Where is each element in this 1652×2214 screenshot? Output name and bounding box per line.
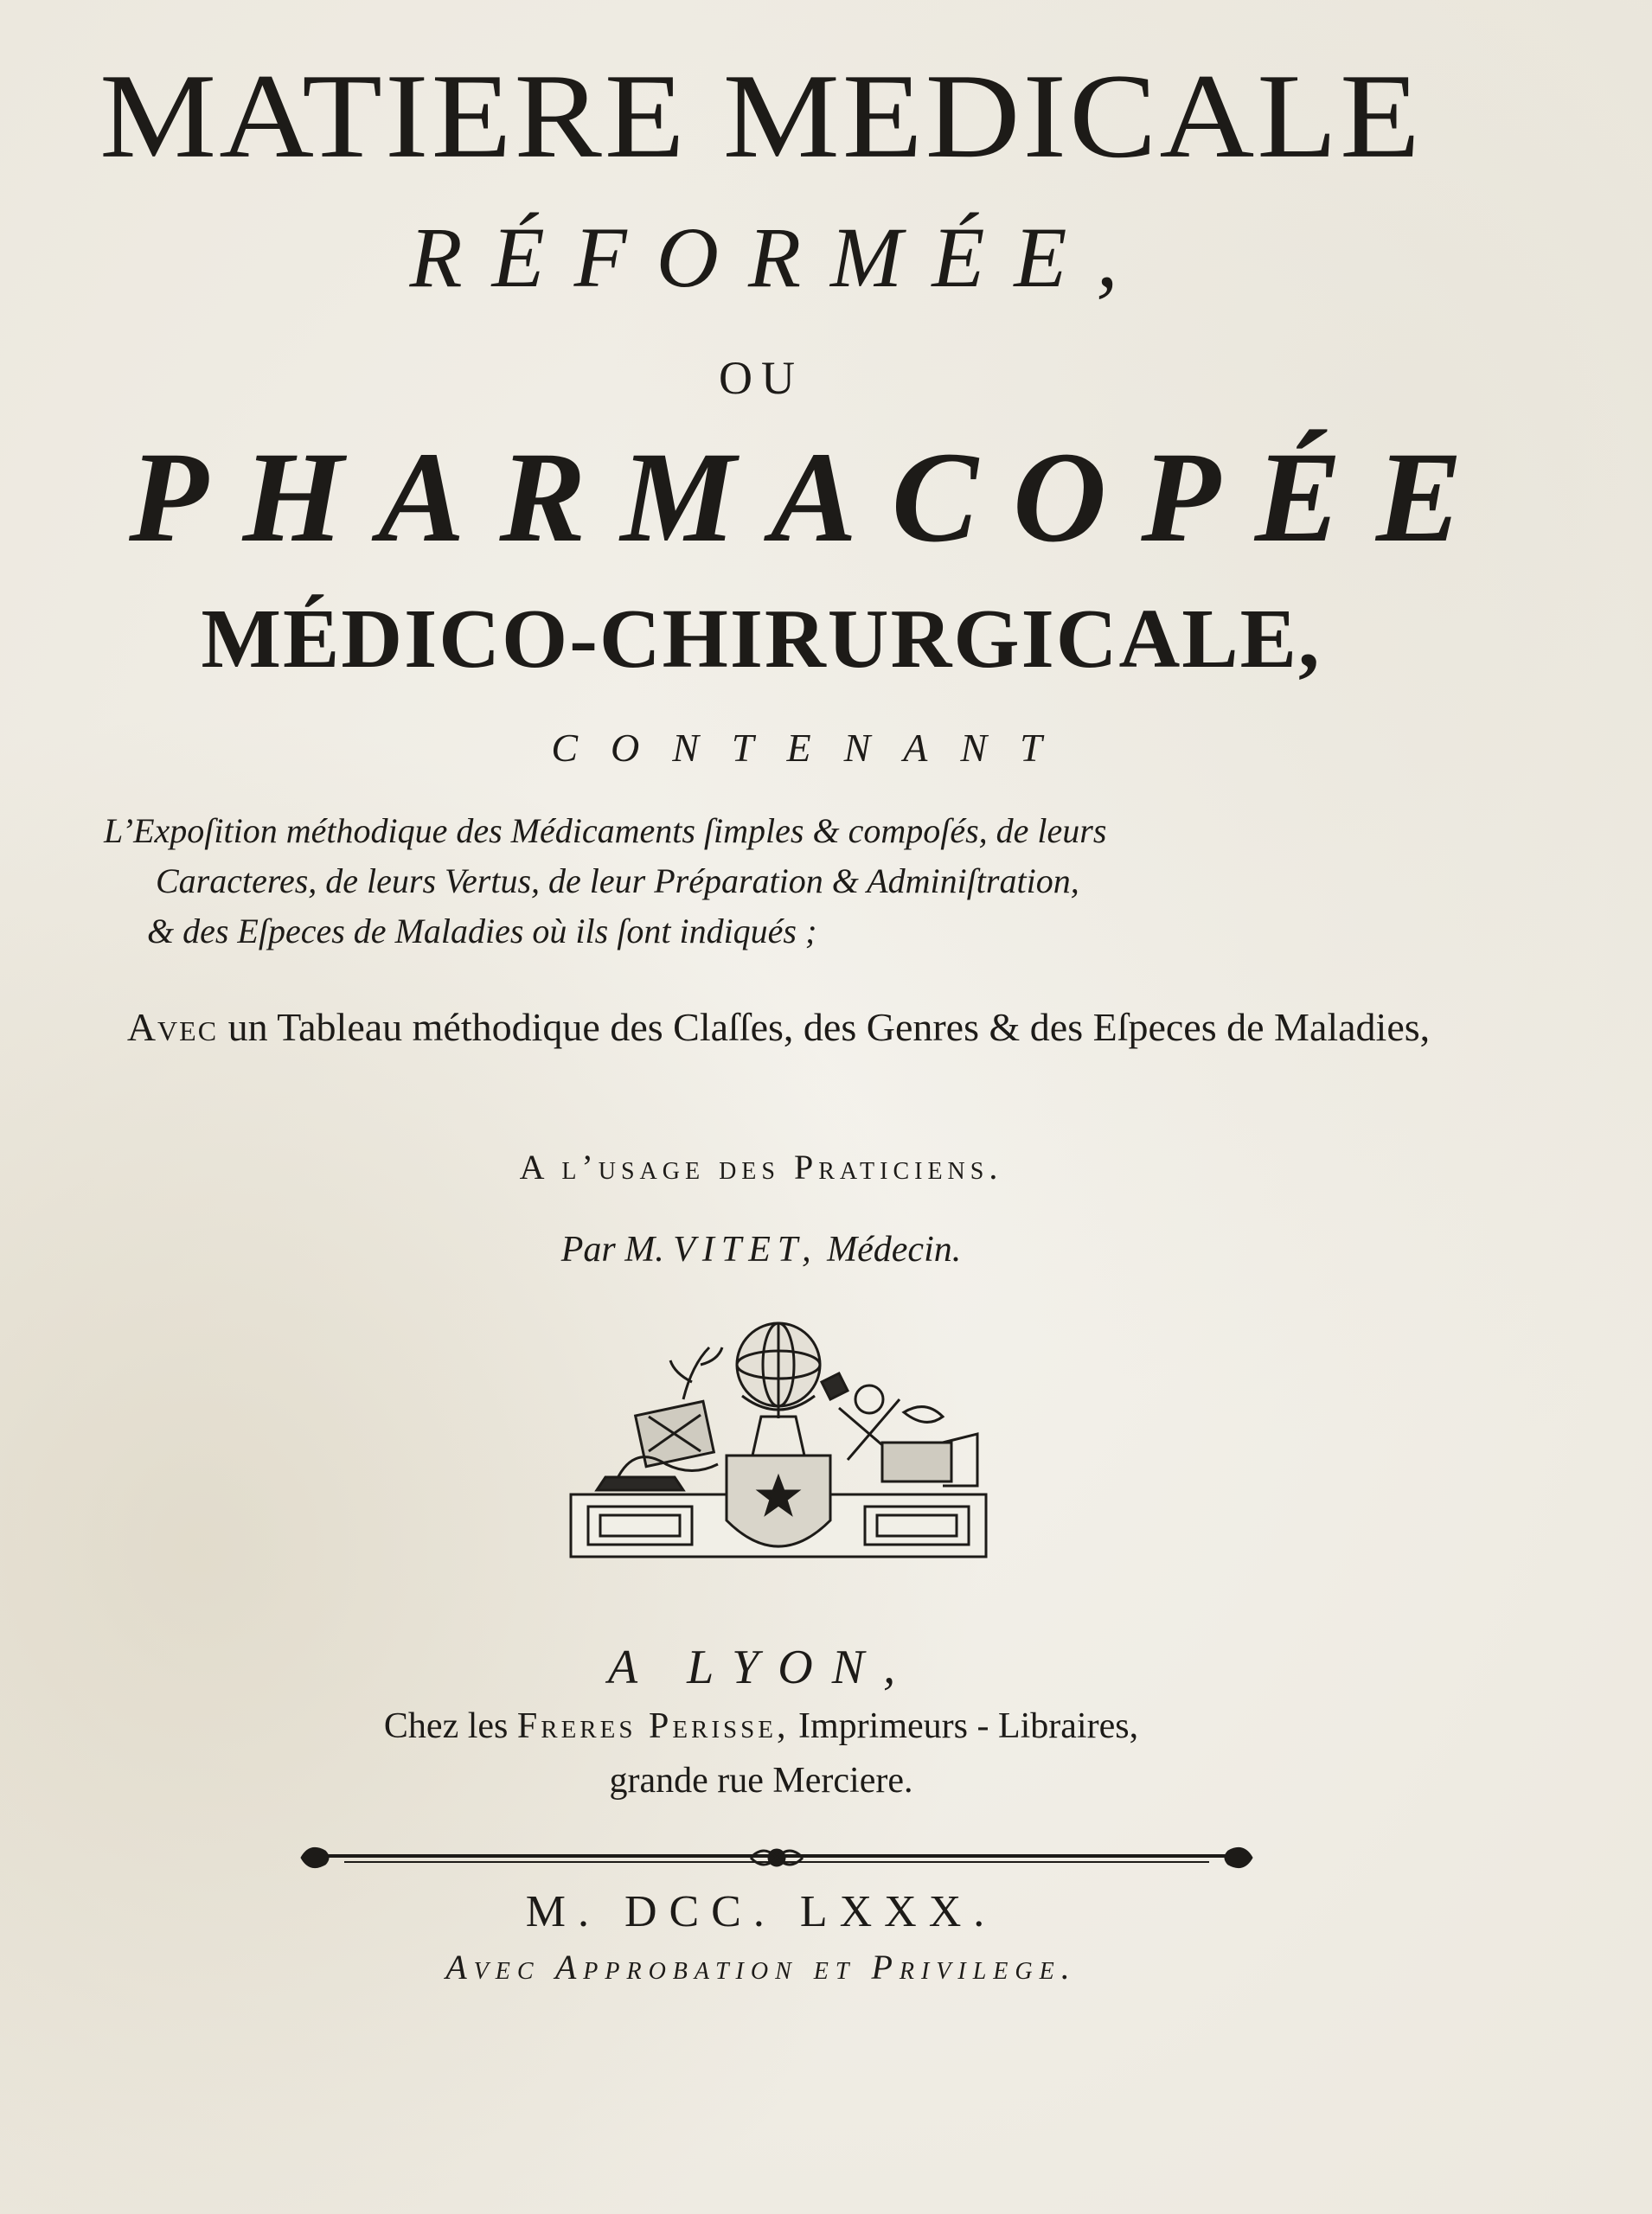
title-line-6: CONTENANT [551,726,1075,770]
author-name: VITET, [673,1230,818,1270]
imprint-address: grande rue Merciere. [609,1761,913,1801]
table-description [104,1001,1453,1053]
author-prefix: Par M. [560,1230,664,1270]
usage-line: A l’usage des Praticiens. [519,1148,1003,1187]
title-line-1: MATIERE MEDICALE [99,48,1423,183]
description-line-2: Caracteres, de leurs Vertus, de leur Préparation & Adminiſtration, [156,861,1079,900]
title-line-5: MÉDICO-CHIRURGICALE, [201,592,1322,686]
ornamental-rule [292,1835,1261,1880]
description-block [104,806,1453,957]
printers-vignette-ornament [562,1313,995,1581]
privilege-line: Avec Approbation et Privilege. [445,1948,1077,1987]
avec-lead: Avec [126,1005,219,1049]
avec-text: un Tableau méthodique des Claſſes, des Genres & des Eſpeces de Maladies, [218,1005,1431,1049]
imprint-chez: Chez les [383,1706,509,1746]
title-line-2: RÉFORMÉE, [409,209,1148,305]
author-suffix: Médecin. [827,1230,962,1270]
imprint-publisher-line [0,1708,1522,1744]
description-line-1: L’Expoſition méthodique des Médicaments ſimples & compoſés, de leurs [104,811,1107,850]
imprint-printers: Freres Perisse, [516,1706,790,1746]
imprint-year: M. DCC. LXXX. [525,1887,997,1936]
imprint-city: A LYON, [607,1641,915,1694]
title-line-4: PHARMACOPÉE [129,426,1497,569]
imprint-trade: Imprimeurs - Libraires, [798,1706,1139,1746]
description-line-3: & des Eſpeces de Maladies où ils ſont indiqués ; [147,912,817,950]
title-line-3: OU [719,352,804,404]
author-line [0,1232,1522,1268]
